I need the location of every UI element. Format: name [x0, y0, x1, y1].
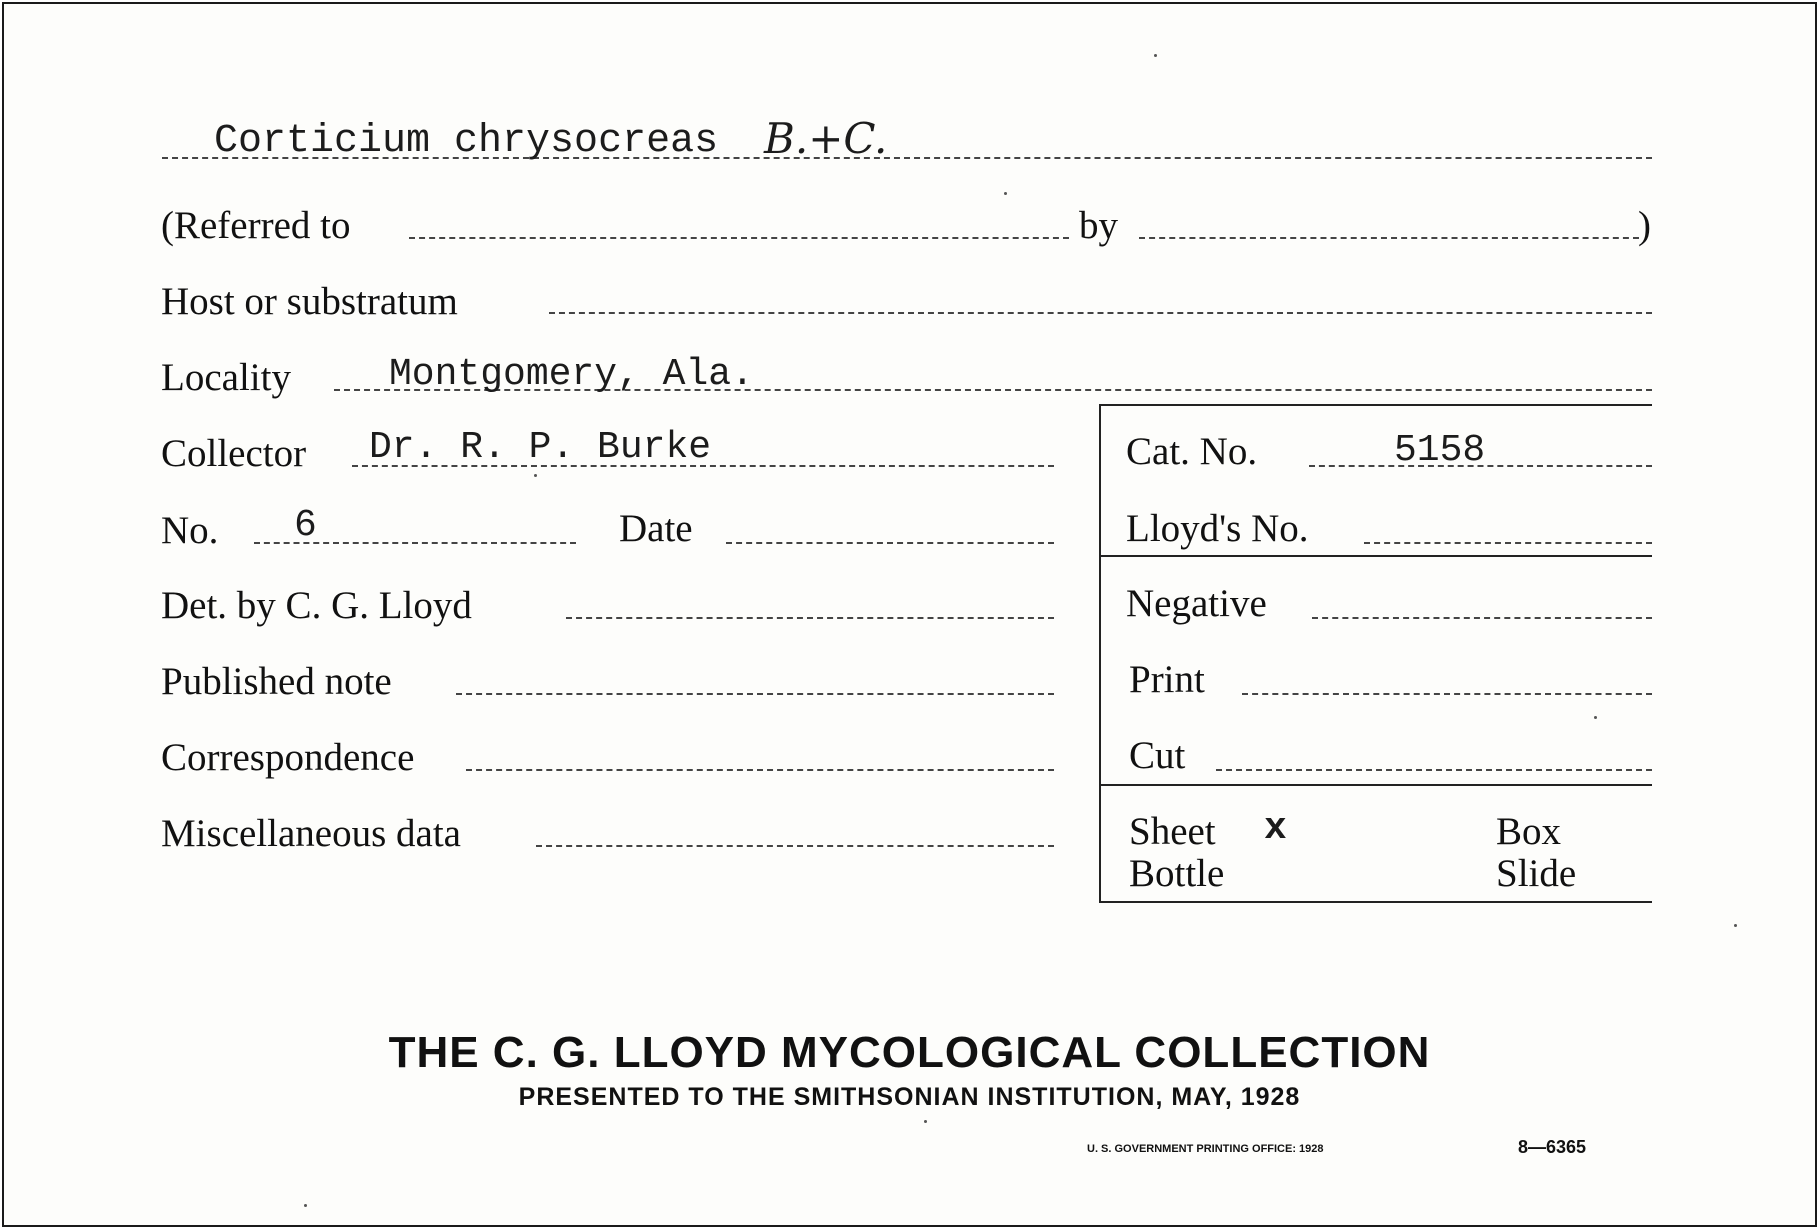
- by-label: by: [1079, 204, 1118, 247]
- footer-subtitle: PRESENTED TO THE SMITHSONIAN INSTITUTION, MAY, 1928: [518, 1083, 1301, 1111]
- bottle-label: Bottle: [1129, 852, 1225, 895]
- right-box-top-border: [1099, 404, 1652, 406]
- no-label: No.: [161, 509, 219, 552]
- lloyds-no-line: [1364, 542, 1652, 544]
- collector-label: Collector: [161, 432, 307, 475]
- correspondence-label: Correspondence: [161, 736, 415, 779]
- correspondence-line: [466, 769, 1054, 771]
- cat-no-label: Cat. No.: [1126, 430, 1258, 473]
- sheet-label: Sheet: [1129, 810, 1216, 853]
- right-box-left-border: [1099, 404, 1101, 902]
- print-label: Print: [1129, 658, 1205, 701]
- misc-data-label: Miscellaneous data: [161, 812, 461, 855]
- species-authority-handwritten: B.+C.: [764, 114, 888, 163]
- locality-label: Locality: [161, 356, 291, 399]
- species-name: Corticium chrysocreas: [214, 119, 719, 164]
- paper-speck: [1594, 716, 1597, 719]
- referred-to-label: (Referred to: [161, 204, 351, 247]
- host-line: [549, 312, 1652, 314]
- host-label: Host or substratum: [161, 280, 458, 323]
- referred-to-line: [409, 237, 1069, 239]
- right-box-divider-1: [1099, 555, 1652, 557]
- collector-value: Dr. R. P. Burke: [369, 426, 712, 469]
- det-by-line: [566, 617, 1054, 619]
- published-note-line: [456, 693, 1054, 695]
- paper-speck: [1004, 192, 1007, 195]
- negative-line: [1312, 617, 1652, 619]
- right-box-divider-2: [1099, 784, 1652, 786]
- negative-label: Negative: [1126, 582, 1267, 625]
- paper-speck: [1734, 924, 1737, 927]
- close-paren: ): [1638, 204, 1651, 247]
- form-number: 8—6365: [1518, 1137, 1587, 1157]
- specimen-card: [2, 2, 1817, 1227]
- slide-label: Slide: [1496, 852, 1577, 895]
- box-label: Box: [1496, 810, 1562, 853]
- right-box-bottom-border: [1099, 901, 1652, 903]
- date-label: Date: [619, 507, 693, 550]
- paper-speck: [304, 1204, 307, 1207]
- published-note-label: Published note: [161, 660, 392, 703]
- paper-speck: [534, 474, 537, 477]
- print-line: [1242, 693, 1652, 695]
- cut-line: [1216, 769, 1652, 771]
- det-by-label: Det. by C. G. Lloyd: [161, 584, 472, 627]
- lloyds-no-label: Lloyd's No.: [1126, 507, 1309, 550]
- date-line: [726, 542, 1054, 544]
- no-value: 6: [294, 504, 317, 547]
- printer-imprint: U. S. GOVERNMENT PRINTING OFFICE: 1928: [1087, 1143, 1324, 1155]
- footer-title: THE C. G. LLOYD MYCOLOGICAL COLLECTION: [388, 1028, 1431, 1077]
- paper-speck: [924, 1120, 927, 1123]
- paper-speck: [1154, 54, 1157, 57]
- misc-data-line: [536, 845, 1054, 847]
- cat-no-value: 5158: [1394, 429, 1486, 472]
- sheet-mark: x: [1264, 807, 1287, 850]
- referred-by-line: [1139, 237, 1639, 239]
- cut-label: Cut: [1129, 734, 1186, 777]
- locality-value: Montgomery, Ala.: [389, 353, 754, 396]
